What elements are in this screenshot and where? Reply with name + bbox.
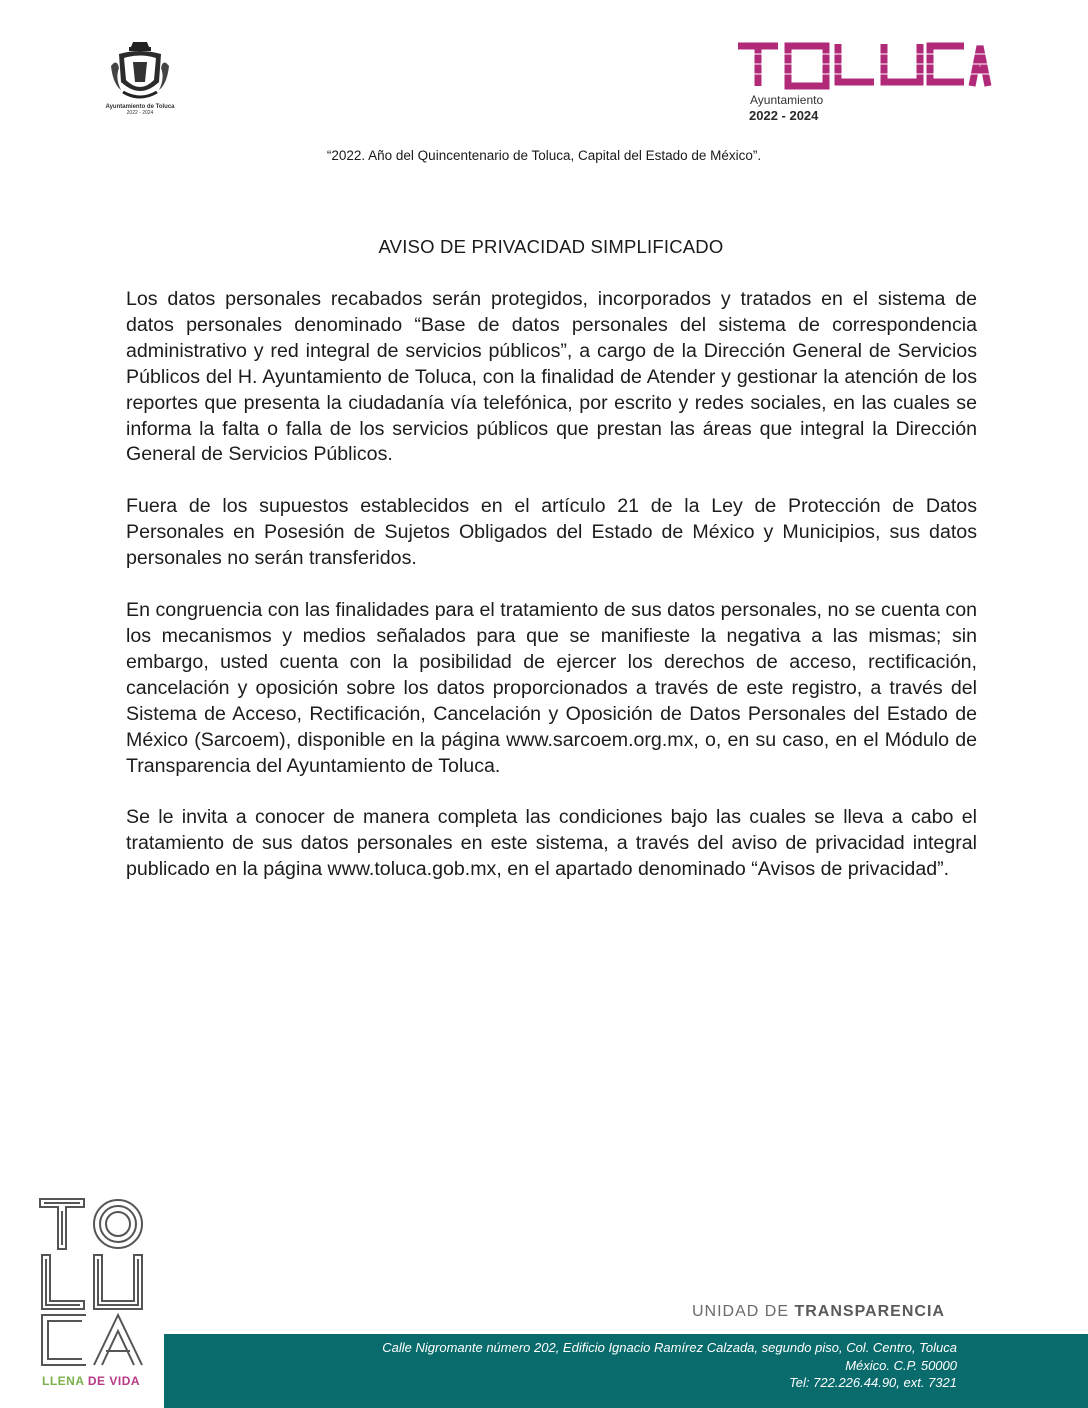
document-body	[126, 287, 977, 909]
seal-years: 2022 - 2024	[126, 110, 154, 116]
footer-toluca-logo	[38, 1197, 148, 1372]
document-title: AVISO DE PRIVACIDAD SIMPLIFICADO	[378, 236, 724, 257]
paragraph-transfers: Fuera de los supuestos establecidos en el artículo 21 de la Ley de Protección de Datos Personales en Posesión de Sujetos Obligados del Estado de México y Municipios, sus datos personales no serán transferidos.	[126, 495, 977, 570]
year-motto: “2022. Año del Quincentenario de Toluca, Capital del Estado de México”.	[326, 148, 762, 163]
address-line-postal: México. C.P. 50000	[845, 1357, 957, 1373]
footer-tagline	[42, 1374, 140, 1388]
unit-prefix: UNIDAD DE	[692, 1303, 795, 1320]
footer-toluca-logo-graphic	[38, 1197, 148, 1367]
coat-of-arms-seal	[100, 38, 180, 116]
transparency-unit-label	[692, 1303, 945, 1321]
coat-of-arms-icon	[109, 38, 171, 102]
paragraph-integral-notice: Se le invita a conocer de manera completa las condiciones bajo las cuales se lleva a cabo el tratamiento de sus datos personales en este sistema, a través del aviso de privacidad integral publicado en la página www.toluca.gob.mx, en el apartado denominado “Avisos de privacidad”.	[126, 806, 977, 881]
footer-address	[382, 1339, 957, 1392]
logo-years: 2022 - 2024	[749, 108, 819, 123]
tagline-de-vida: DE VIDA	[87, 1374, 141, 1388]
unit-name: TRANSPARENCIA	[794, 1303, 945, 1320]
toluca-logo-graphic	[736, 40, 992, 90]
toluca-logo	[736, 40, 996, 90]
logo-subtitle: Ayuntamiento	[750, 93, 824, 107]
address-line-phone: Tel: 722.226.44.90, ext. 7321	[789, 1375, 957, 1390]
tagline-llena: LLENA	[42, 1374, 88, 1388]
paragraph-purpose: Los datos personales recabados serán protegidos, incorporados y tratados en el sistema de datos personales denominado “Base de datos personales del sistema de correspondencia administrativo y red integral de servicios públicos”, a cargo de la Dirección General de Servicios Públicos del H. Ayuntamiento de Toluca, con la finalidad de Atender y gestionar la atención de los reportes que presenta la ciudadanía vía telefónica, por escrito y redes sociales, en las cuales se informa la falta o falla de los servicios públicos que prestan las áreas que integral la Dirección General de Servicios Públicos.	[126, 288, 977, 466]
paragraph-arco-rights: En congruencia con las finalidades para el tratamiento de sus datos personales, no se cuenta con los mecanismos y medios señalados para que se manifieste la negativa a las mismas; sin embargo, usted cuenta con la posibilidad de ejercer los derechos de acceso, rectificación, cancelación y oposición sobre los datos proporcionados a través de este registro, a través del Sistema de Acceso, Rectificación, Cancelación y Oposición de Datos Personales del Estado de México (Sarcoem), disponible en la página www.sarcoem.org.mx, o, en su caso, en el Módulo de Transparencia del Ayuntamiento de Toluca.	[126, 599, 977, 777]
seal-name: Ayuntamiento de Toluca	[105, 104, 175, 110]
address-line-street: Calle Nigromante número 202, Edificio Ignacio Ramírez Calzada, segundo piso, Col. Centro, Toluca	[382, 1340, 957, 1355]
